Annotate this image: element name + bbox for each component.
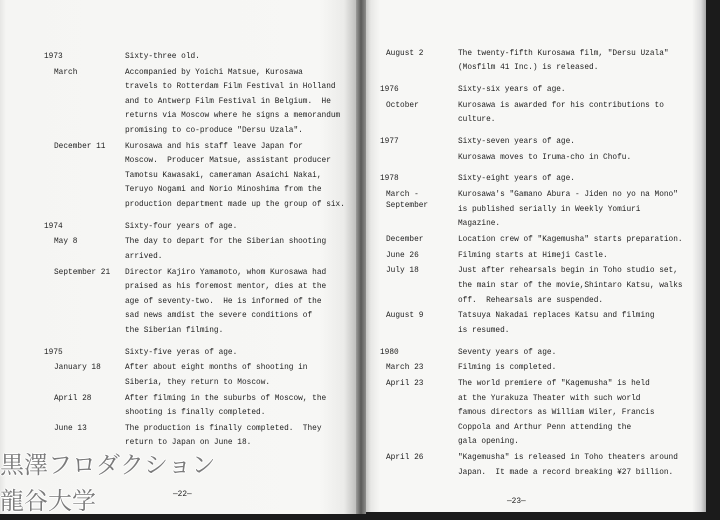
entry-text-line: arrived.: [125, 252, 163, 261]
entry-text-line: The world premiere of "Kagemusha" is held: [458, 380, 650, 389]
entry-date: [386, 233, 423, 248]
entry-date: [386, 99, 419, 114]
year-row: [0, 346, 356, 361]
book-gutter: [356, 0, 366, 514]
entry-text-line: sad news amdist the severe conditions of: [125, 312, 313, 321]
entry-text-line: Tatsuya Nakadai replaces Katsu and filming: [458, 312, 655, 321]
age-text: Sixty-three old.: [125, 53, 200, 61]
age-text: Sixty-four years of age.: [125, 222, 238, 231]
entry-text-line: famous directors as William Wiler, Francis: [458, 409, 655, 418]
timeline-entry: [366, 309, 706, 338]
entry-date-line: January 18: [54, 364, 101, 373]
entry-date: [386, 361, 423, 376]
entry-date-line: September 21: [54, 268, 111, 277]
timeline-entry: [366, 377, 706, 450]
left-page: [0, 0, 356, 514]
entry-text-line: culture.: [458, 116, 496, 125]
year-section-1978: [366, 172, 706, 338]
timeline-entry: [366, 188, 706, 232]
entry-date-line: April 23: [386, 380, 424, 389]
year-heading: 1974: [44, 222, 63, 231]
entry-date: [54, 235, 77, 250]
year-heading: 1975: [44, 348, 63, 357]
watermark-production-name: 黒澤フロダクション: [0, 451, 216, 479]
entry-text-line: Filming is completed.: [458, 364, 557, 373]
year-heading: 1980: [380, 348, 399, 357]
entry-date-line: August 9: [386, 312, 424, 321]
age-text: Sixty-five yeras of age.: [125, 348, 238, 357]
continued-section: [366, 47, 706, 76]
year-section-1974: [0, 220, 356, 339]
timeline-entry: [366, 233, 706, 248]
year-section-1976: [366, 83, 706, 128]
entry-text-line: the main star of the movie,Shintaro Katsu, walks: [458, 282, 683, 291]
entry-text-line: travels to Rotterdam Film Festival in Holland: [125, 83, 336, 92]
entry-text-line: Kurosawa moves to Iruma-cho in Chofu.: [458, 153, 632, 162]
entry-text-line: age of seventy-two. He is informed of the: [125, 297, 322, 306]
entry-date: [386, 309, 423, 324]
entry-text-line: Accompanied by Yoichi Matsue, Kurosawa: [125, 68, 303, 77]
entry-text-line: Coppola and Arthur Penn attending the: [458, 423, 632, 432]
entry-text-line: shooting is finally completed.: [125, 409, 266, 418]
entry-date: [54, 422, 87, 437]
entry-text-line: After filming in the suburbs of Moscow, the: [125, 394, 327, 403]
chronology-list: [366, 46, 706, 481]
year-row: [0, 220, 356, 235]
year-heading: 1977: [380, 137, 399, 146]
entry-text-line: at the Yurakuza Theater with such world: [458, 394, 641, 403]
entry-date-line: December: [386, 236, 424, 245]
entry-text-line: promising to co-produce "Dersu Uzala".: [125, 126, 303, 135]
entry-text-line: Filming starts at Himeji Castle.: [458, 251, 608, 260]
year-heading: 1973: [44, 53, 63, 61]
year-section-1975: [0, 346, 356, 451]
year-row: [366, 172, 706, 187]
entry-date: [54, 361, 101, 376]
year-row: [366, 135, 706, 150]
entry-date: [54, 66, 77, 81]
year-section-1977: [366, 135, 706, 165]
entry-text-line: The day to depart for the Siberian shooting: [125, 238, 327, 247]
entry-text-line: Director Kajiro Yamamoto, whom Kurosawa had: [125, 268, 327, 277]
page-number: —22—: [173, 491, 192, 499]
entry-text-line: gala opening.: [458, 438, 519, 447]
age-text: Sixty-seven years of age.: [458, 137, 575, 146]
page-number: —23—: [507, 498, 526, 506]
entry-date-line: March 23: [386, 364, 424, 373]
entry-date-line: December 11: [54, 142, 106, 151]
entry-date: [386, 249, 419, 264]
entry-text-line: After about eight months of shooting in: [125, 364, 308, 373]
entry-text-line: Siberia, they return to Moscow.: [125, 378, 271, 387]
timeline-entry: [366, 47, 706, 76]
entry-date-line: September: [386, 201, 429, 210]
year-section-1973: [0, 50, 356, 212]
entry-text-line: is published serially in Weekly Yomiuri: [458, 205, 641, 214]
entry-date-line: August 2: [386, 49, 424, 58]
age-text: Sixty-eight years of age.: [458, 175, 575, 184]
timeline-entry: [366, 451, 706, 480]
year-heading: 1976: [380, 85, 399, 94]
timeline-entry: [0, 235, 356, 264]
timeline-entry: [366, 264, 706, 308]
entry-text-line: Tamotsu Kawasaki, cameraman Asaichi Nakai,: [125, 171, 322, 180]
year-row: [366, 83, 706, 98]
entry-text-line: Teruyo Nogami and Norio Minoshima from the: [125, 186, 322, 195]
timeline-entry: [366, 99, 706, 128]
chronology-list: [0, 50, 356, 451]
entry-text-line: off. Rehearsals are suspended.: [458, 296, 604, 305]
entry-text-line: The production is finally completed. They: [125, 424, 322, 433]
entry-text-line: Moscow. Producer Matsue, assistant producer: [125, 157, 331, 166]
year-section-1980: [366, 346, 706, 480]
entry-date: [386, 264, 419, 279]
timeline-entry: [0, 361, 356, 390]
entry-text-line: Just after rehearsals begin in Toho studio set,: [458, 267, 678, 276]
year-row: [366, 346, 706, 361]
timeline-entry: [0, 66, 356, 139]
entry-date: [386, 188, 428, 212]
entry-text-line: Location crew of "Kagemusha" starts preparation.: [458, 236, 683, 245]
entry-text-line: Kurosawa and his staff leave Japan for: [125, 142, 303, 151]
entry-date: [54, 392, 91, 407]
year-row: [0, 50, 356, 65]
entry-date: [386, 47, 423, 62]
entry-date: [54, 140, 105, 155]
entry-date: [386, 451, 423, 466]
watermark-university-name: 龍谷大学: [0, 487, 96, 515]
entry-date-line: May 8: [54, 238, 78, 247]
entry-date-line: March: [54, 68, 78, 77]
year-heading: 1978: [380, 175, 399, 184]
right-page: [366, 0, 706, 512]
entry-text-line: Japan. It made a record breaking ¥27 billion.: [458, 468, 674, 477]
entry-text-line: is resumed.: [458, 326, 510, 335]
entry-text-line: and to Antwerp Film Festival in Belgium. He: [125, 97, 331, 106]
entry-text-line: production department made up the group of six.: [125, 200, 345, 209]
entry-text-line: Kurosawa is awarded for his contributions to: [458, 101, 664, 110]
entry-text-line: Kurosawa's "Gamano Abura - Jiden no yo na Mono": [458, 191, 678, 200]
timeline-entry: [366, 151, 706, 166]
entry-text-line: praised as his foremost mentor, dies at the: [125, 283, 327, 292]
entry-text-line: (Mosfilm 41 Inc.) is released.: [458, 64, 599, 73]
entry-text-line: the Siberian filming.: [125, 326, 224, 335]
entry-date-line: March -: [386, 190, 419, 199]
timeline-entry: [366, 249, 706, 264]
entry-date-line: June 26: [386, 251, 419, 260]
entry-text-line: returns via Moscow where he signs a memorandum: [125, 112, 341, 121]
timeline-entry: [0, 266, 356, 339]
entry-date-line: October: [386, 101, 419, 110]
entry-date-line: June 13: [54, 424, 87, 433]
entry-text-line: return to Japan on June 18.: [125, 439, 252, 448]
age-text: Seventy years of age.: [458, 348, 557, 357]
entry-text-line: "Kagemusha" is released in Toho theaters around: [458, 453, 678, 462]
timeline-entry: [0, 140, 356, 213]
entry-text-line: Magazine.: [458, 220, 501, 229]
entry-date: [54, 266, 110, 281]
age-text: Sixty-six years of age.: [458, 85, 566, 94]
timeline-entry: [0, 422, 356, 451]
entry-date-line: April 28: [54, 394, 92, 403]
entry-date: [386, 377, 423, 392]
entry-date-line: April 26: [386, 453, 424, 462]
timeline-entry: [0, 392, 356, 421]
entry-text-line: The twenty-fifth Kurosawa film, "Dersu Uzala": [458, 49, 669, 58]
timeline-entry: [366, 361, 706, 376]
entry-date-line: July 18: [386, 267, 419, 276]
